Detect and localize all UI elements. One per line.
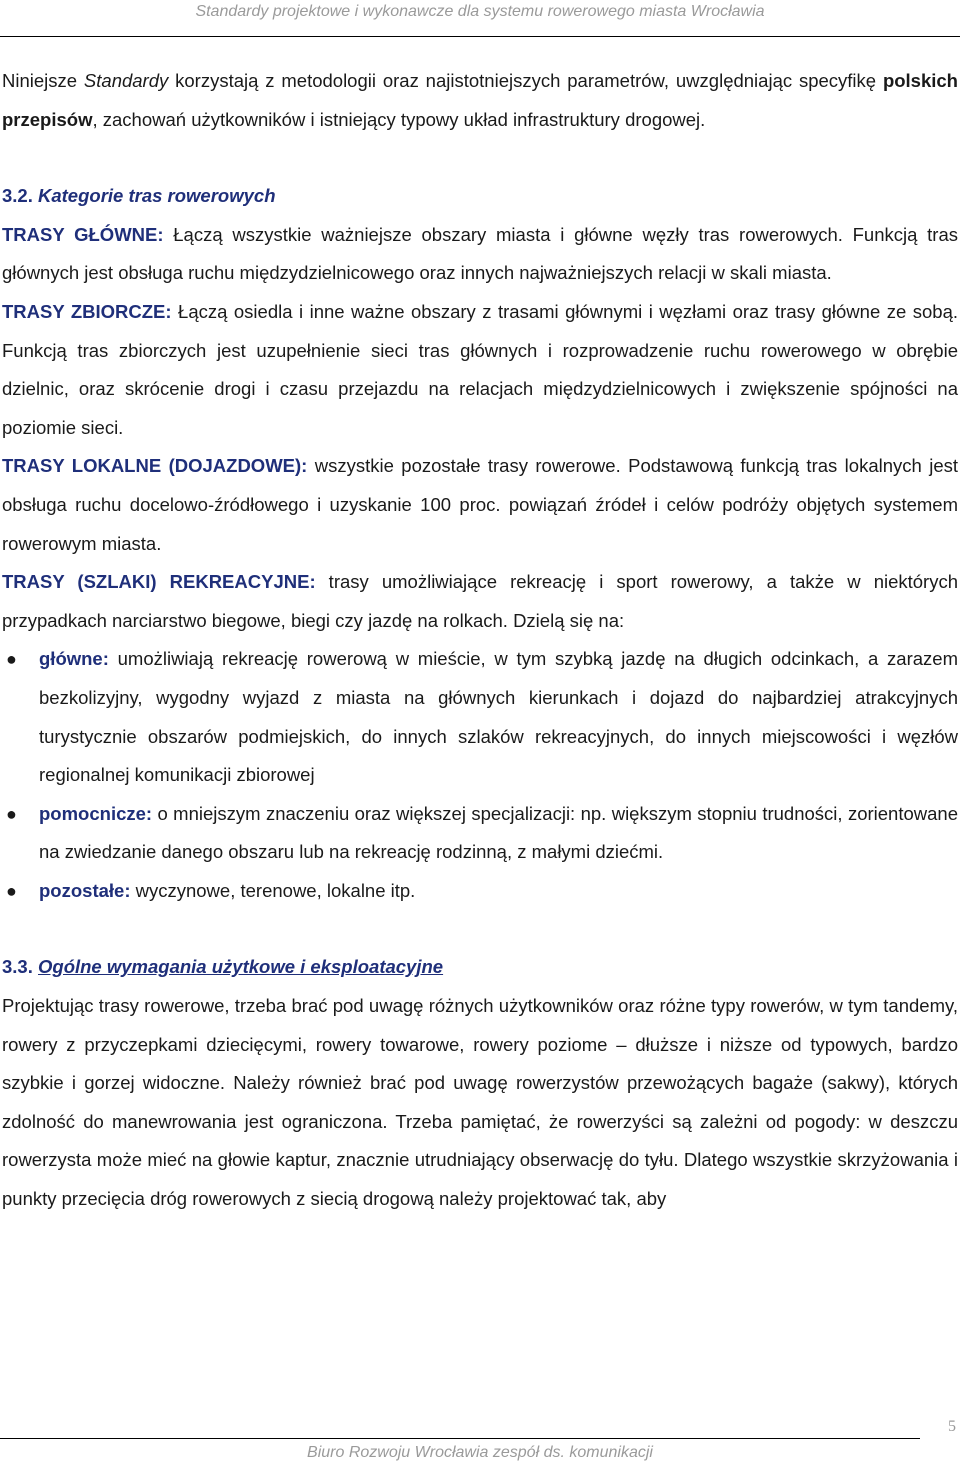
section-title: Kategorie tras rowerowych <box>38 185 276 207</box>
trasy-rekreacyjne-label: TRASY (SZLAKI) REKREACYJNE: <box>2 571 316 593</box>
header-divider <box>0 36 960 37</box>
bullet-icon: ● <box>6 880 17 901</box>
trasy-lokalne-paragraph <box>2 447 958 563</box>
trasy-glowne-paragraph <box>2 216 958 293</box>
section-3-3-heading <box>2 948 958 987</box>
recreational-types-list <box>2 640 958 910</box>
list-item-label: pomocnicze: <box>39 802 153 824</box>
list-item-label: pozostałe: <box>39 879 131 901</box>
trasy-zbiorcze-paragraph <box>2 293 958 447</box>
list-item-text: wyczynowe, terenowe, lokalne itp. <box>130 879 416 901</box>
list-item-text: umożliwiają rekreację rowerową w mieście, w tym szybką jazdę na długich odcinkach, a zarazem bezkolizyjny, wygodny wyjazd z miasta na głównych kierunkach i dojazd do najbardziej atrakcyjnych turystycznie obszarów podmiejskich, do innych szlaków rekreacyjnych, do innych miejscowości i węzłów regionalnej komunikacji zbiorowej <box>39 648 958 786</box>
section-number: 3.2. <box>2 185 33 207</box>
intro-text-bold: polskich przepisów <box>2 70 958 130</box>
bullet-icon: ● <box>6 649 17 670</box>
page-number: 5 <box>948 1418 956 1435</box>
spacer <box>2 910 958 948</box>
list-item-label: główne: <box>39 648 109 670</box>
spacer <box>2 139 958 177</box>
section-title: Ogólne wymagania użytkowe i eksploatacyjne <box>38 956 444 978</box>
list-item <box>2 872 958 911</box>
footer-divider <box>0 1438 920 1439</box>
list-item <box>2 640 958 794</box>
intro-text-a: Niniejsze <box>2 70 84 91</box>
document-body <box>2 62 958 1219</box>
trasy-glowne-label: TRASY GŁÓWNE: <box>2 223 164 245</box>
page-footer: Biuro Rozwoju Wrocławia zespół ds. komunikacji <box>307 1444 653 1461</box>
section-3-2-heading <box>2 177 958 216</box>
trasy-zbiorcze-label: TRASY ZBIORCZE: <box>2 300 172 322</box>
list-item-text: o mniejszym znaczeniu oraz większej specjalizacji: np. większym stopniu trudności, zorientowane na zwiedzanie danego obszaru lub na rekreację rodzinną, z małymi dziećmi. <box>39 802 958 863</box>
intro-paragraph <box>2 62 958 139</box>
intro-text-italic: Standardy <box>83 70 169 91</box>
trasy-rekreacyjne-paragraph <box>2 563 958 640</box>
trasy-zbiorcze-text: Łączą osiedla i inne ważne obszary z trasami głównymi i węzłami oraz trasy główne ze sobą. Funkcją tras zbiorczych jest uzupełnienie sieci tras głównych i rozprowadzenie ruchu rowerowego w obrębie dzielnic, oraz skrócenie drogi i czasu przejazdu na relacjach międzydzielnicowych i zwiększenie spójności na poziomie sieci. <box>2 300 958 438</box>
trasy-lokalne-label: TRASY LOKALNE (DOJAZDOWE): <box>2 455 308 477</box>
section-number: 3.3. <box>2 956 33 978</box>
page-header: Standardy projektowe i wykonawcze dla systemu rowerowego miasta Wrocławia <box>195 3 765 20</box>
trasy-lokalne-text: wszystkie pozostałe trasy rowerowe. Podstawową funkcją tras lokalnych jest obsługa ruchu docelowo-źródłowego i uzyskanie 100 proc. powiązań źródeł i celów podróży objętych systemem rowerowym miasta. <box>2 455 958 554</box>
intro-text-e: , zachowań użytkowników i istniejący typowy układ infrastruktury drogowej. <box>92 108 706 130</box>
section-3-3-paragraph: Projektując trasy rowerowe, trzeba brać pod uwagę różnych użytkowników oraz różne typy rowerów, w tym tandemy, rowery z przyczepkami dziecięcymi, rowery towarowe, rowery poziome – dłuższe i niższe od typowych, bardzo szybkie i gorzej widoczne. Należy również brać pod uwagę rowerzystów przewożących bagaże (sakwy), których zdolność do manewrowania jest ograniczona. Trzeba pamiętać, że rowerzyści są zależni od pogody: w deszczu rowerzysta może mieć na głowie kaptur, znacznie utrudniający obserwację do tyłu. Dlatego wszystkie skrzyżowania i punkty przecięcia dróg rowerowych z siecią drogową należy projektować tak, aby <box>2 995 958 1210</box>
list-item <box>2 795 958 872</box>
bullet-icon: ● <box>6 803 17 824</box>
intro-text-c: korzystają z metodologii oraz najistotniejszych parametrów, uwzględniając specyfikę <box>168 70 883 91</box>
trasy-rekreacyjne-text: trasy umożliwiające rekreację i sport rowerowy, a także w niektórych przypadkach narciarstwo biegowe, biegi czy jazdę na rolkach. Dzielą się na: <box>2 571 959 631</box>
trasy-glowne-text: Łączą wszystkie ważniejsze obszary miasta i główne węzły tras rowerowych. Funkcją tras głównych jest obsługa ruchu międzydzielnicowego oraz innych najważniejszych relacji w skali miasta. <box>2 223 958 284</box>
